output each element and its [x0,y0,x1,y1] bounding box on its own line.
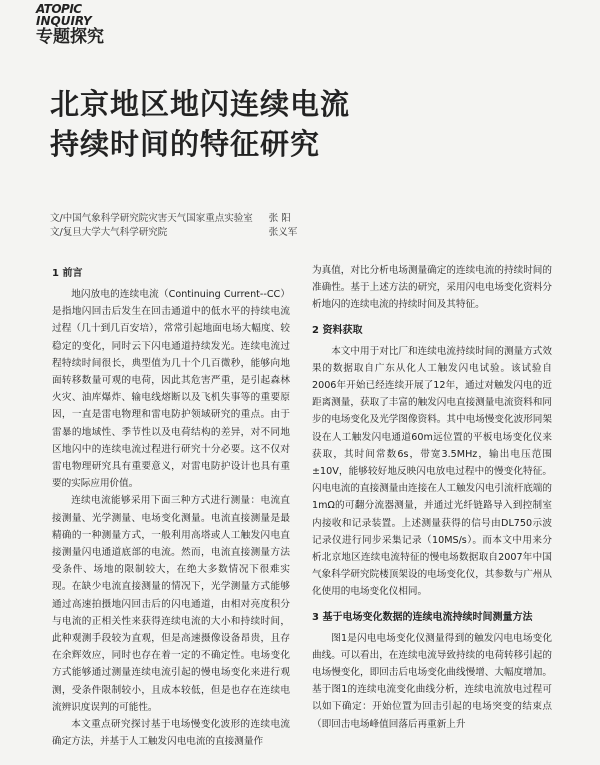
author-row [50,212,570,226]
logo-text-column: 专题探究 [36,27,104,47]
author-block [50,212,570,240]
section-3-heading: 3 基于电场变化数据的连续电流持续时间测量方法 [312,611,533,623]
body-paragraph: 连续电流能够采用下面三种方式进行测量：电流直接测量、光学测量、电场变化测量。电流直接测量是最精确的一种测量方式，一般利用高塔或人工触发闪电直接测量闪电通道底部的电流。然而，电流直接测量方法受条件、场地的限制较大，在绝大多数情况下很难实现。在缺少电流直接测量的情况下，光学测量方式能够通过高速拍摄地闪回击后的闪电通道，由相对亮度积分与电流的正相关性来获得连续电流的大小和持续时间，此种观测手段较为直观，但是高速摄像设备昂贵，且存在余辉效应，同时也存在着一定的不确定性。电场变化方式能够通过测量连续电流引起的慢电场变化来进行观测，受条件限制较小，且成本较低，但是也存在连续电流辨识度误判的可能性。 [52,495,290,713]
author-affiliation: 中国气象科学研究院灾害天气国家重点实验室 [62,213,253,224]
title-line-1: 北京地区地闪连续电流 [50,87,351,121]
body-paragraph-continued: 为真值，对比分析电场测量确定的连续电流的持续时间的准确性。基于上述方法的研究，采用闪电电场变化资料分析地闪的连续电流的持续时间及其特征。 [312,265,552,311]
section-1-heading: 1 前言 [52,268,83,279]
body-paragraph: 图1是闪电电场变化仪测量得到的触发闪电电场变化曲线。可以看出，在连续电流导致持续的电荷转移引起的电场慢变化，即回击后电场变化曲线慢增、大幅度增加。基于图1的连续电流变化曲线分析，连续电流放电过程可以如下确定：开始位置为回击引起的电场突变的结束点（即回击电场峰值回落后再重新上升 [312,632,552,730]
logo-text-topic: ATOPIC [36,2,82,16]
logo-text-inquiry: INQUIRY [36,14,92,28]
author-row [50,226,570,240]
author-name: 张义军 [268,227,298,238]
header-logo [36,3,146,47]
body-paragraph: 本文中用于对比厂和连续电流持续时间的测量方式效果的数据取自广东从化人工触发闪电试验。该试验自2006年开始已经连续开展了12年，通过对触发闪电的近距离测量，获取了丰富的触发闪电直接测量电流资料和同步的电场变化及光学图像资料。其中电场慢变化波形同架设在人工触发闪电通道60m远位置的平板电场变化仪来获取，其时间常数6s，带宽3.5MHz，输出电压范围±10V，能够较好地反映闪电放电过程中的慢变化特征。闪电电流的直接测量由连接在人工触发闪电引流杆底端的1mΩ的可翻分流器测量，并通过光纤链路导入到控制室内接收和记录装置。上述测量获得的信号由DL750示波记录仪进行同步采集记录（10MS/s）。而本文中用来分析北京地区连续电流特征的慢电场数据取自2007年中国气象科学研究院楼顶架设的电场变化仪，其参数与广州从化使用的电场变化仪相同。 [312,345,552,598]
right-column [312,262,552,733]
author-affiliation: 复旦大学大气科学研究院 [62,227,168,238]
article-title [50,84,350,164]
author-prefix: 文/ [50,213,63,224]
body-paragraph: 地闪放电的连续电流（Continuing Current--CC）是指地闪回击后发生在回击通道中的低水平的持续电流过程（几十到几百安培），常常引起地面电场大幅度、较稳定的变化，同时云下闪电通道持续发光。连续电流过程特续时间很长，典型值为几十个几百微秒，能够向地面转移数量可观的电荷，因此其危害严重，是引起森林火灾、油库爆炸、输电线熔断以及飞机失事等的重要原因，一直是雷电物理和雷电防护领域研究的重点。由于雷暴的地域性、季节性以及电荷结构的差异，对不同地区地闪中的连续电流过程进行研究十分必要。这不仅对雷电物理研究具有重要意义，对雷电防护设计也具有重要的实际应用价值。 [52,289,290,490]
author-name: 张 阳 [268,213,291,224]
section-2-heading: 2 资料获取 [312,324,363,336]
body-paragraph: 本文重点研究探讨基于电场慢变化波形的连续电流确定方法，并基于人工触发闪电电流的直接测量作 [52,719,290,748]
title-line-2: 持续时间的特征研究 [50,127,321,161]
left-column [52,262,290,750]
author-prefix: 文/ [50,227,63,238]
